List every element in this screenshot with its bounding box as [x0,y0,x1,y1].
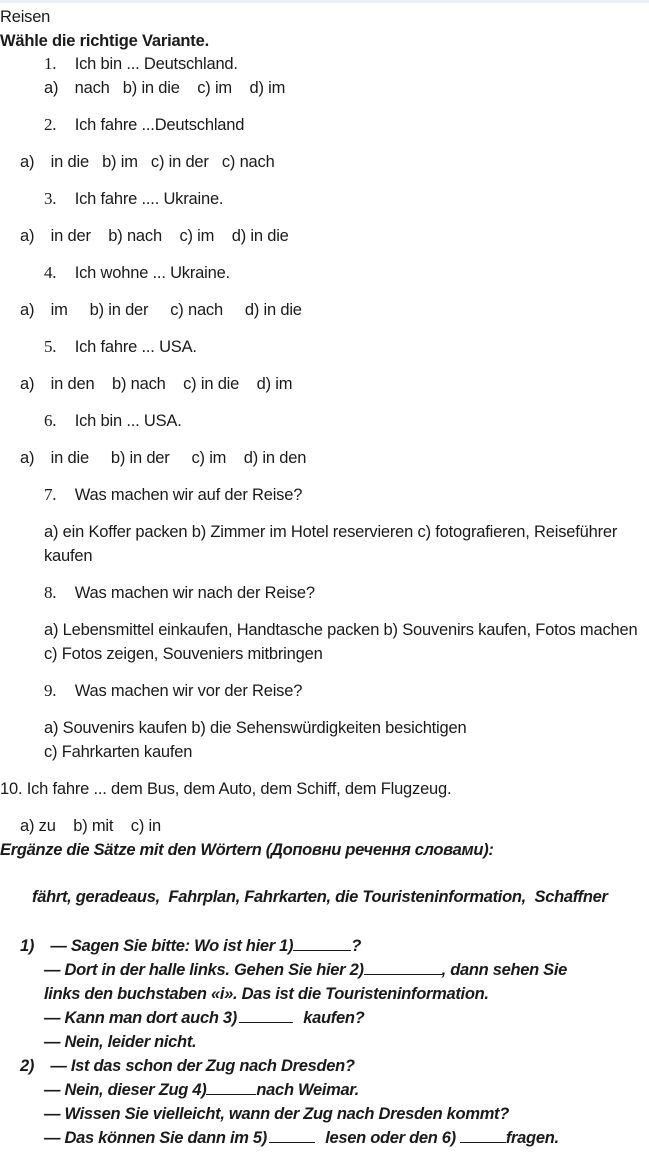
options-6 [20,448,306,468]
options-8-cont: c) Fotos zeigen, Souveniers mitbringen [44,645,323,663]
options-text: in die b) im c) in der c) nach [50,153,275,171]
question-number: 2. [44,115,57,134]
word-bank: fährt, geradeaus, Fahrplan, Fahrkarten, die Touristeninformation, Schaffner [32,888,608,906]
blank-5[interactable] [269,1128,315,1143]
dialogue-text: lesen oder den 6) [325,1129,456,1147]
blank-2[interactable] [364,960,442,975]
exercise-2-heading: Ergänze die Sätze mit den Wörtern (Доповни речення словами): [0,841,494,859]
option-prefix: a) [20,375,35,393]
dialogue-number: 1) [20,937,35,955]
dialogue-2-line-1 [20,1056,355,1076]
question-number: 1. [44,54,57,73]
question-10 [0,779,451,799]
dialogue-text: , dann sehen Sie [441,961,568,979]
question-number: 10. [0,780,23,798]
options-1 [44,78,285,98]
top-divider [0,0,649,3]
question-number: 3. [44,189,57,208]
question-number: 7. [44,485,57,504]
dialogue-text: — Sagen Sie bitte: Wo ist hier 1) [50,937,294,955]
question-9 [44,681,302,701]
question-text: Was machen wir vor der Reise? [74,682,303,700]
dialogue-text: — Das können Sie dann im 5) [44,1129,267,1147]
dialogue-text: — Nein, dieser Zug 4) [44,1081,207,1099]
blank-6[interactable] [460,1128,506,1143]
question-5 [44,337,197,357]
options-text: in die b) in der c) im d) in den [50,449,307,467]
question-1 [44,54,238,74]
options-2 [20,152,275,172]
question-text: Ich wohne ... Ukraine. [74,264,230,282]
dialogue-2-line-4 [44,1128,559,1148]
question-7 [44,485,302,505]
question-4 [44,263,230,283]
options-8: a) Lebensmittel einkaufen, Handtasche packen b) Souvenirs kaufen, Fotos machen [44,621,638,639]
question-text: Ich bin ... USA. [74,412,182,430]
dialogue-text: — Dort in der halle links. Gehen Sie hier 2) [44,961,364,979]
options-7: a) ein Koffer packen b) Zimmer im Hotel reservieren c) fotografieren, Reiseführer [44,523,618,541]
dialogue-1-line-5: — Nein, leider nicht. [44,1033,197,1051]
options-10: a) zu b) mit c) in [20,817,161,835]
dialogue-number: 2) [20,1057,35,1075]
dialogue-text: — Ist das schon der Zug nach Dresden? [50,1057,355,1075]
question-3 [44,189,223,209]
dialogue-1-line-2 [44,960,567,980]
question-number: 9. [44,681,57,700]
dialogue-text: nach Weimar. [256,1081,359,1099]
question-text: Ich fahre .... Ukraine. [74,190,224,208]
question-number: 6. [44,411,57,430]
blank-3[interactable] [239,1008,293,1023]
blank-4[interactable] [206,1080,256,1095]
dialogue-1-line-3: links den buchstaben «i». Das ist die Touristeninformation. [44,985,489,1003]
instruction-text: Wähle die richtige Variante. [0,32,209,50]
options-9-cont: c) Fahrkarten kaufen [44,743,193,761]
dialogue-text: ? [351,937,361,955]
option-prefix: a) [20,153,35,171]
options-7-cont: kaufen [44,547,93,565]
dialogue-text: — Kann man dort auch 3) [44,1009,237,1027]
options-text: nach b) in die c) im d) im [74,79,286,97]
question-number: 5. [44,337,57,356]
dialogue-2-line-2 [44,1080,359,1100]
blank-1[interactable] [293,936,351,951]
option-prefix: a) [20,449,35,467]
option-prefix: a) [44,79,59,97]
dialogue-1-line-4 [44,1008,364,1028]
dialogue-text: fragen. [505,1129,559,1147]
question-text: Ich fahre ...Deutschland [74,116,245,134]
question-text: Was machen wir auf der Reise? [74,486,303,504]
question-text: Was machen wir nach der Reise? [74,584,315,602]
option-prefix: a) [20,301,35,319]
question-6 [44,411,182,431]
option-prefix: a) [20,227,35,245]
dialogue-1-line-1 [20,936,361,956]
question-text: Ich bin ... Deutschland. [74,55,238,73]
dialogue-text: kaufen? [303,1009,365,1027]
options-text: im b) in der c) nach d) in die [50,301,302,319]
question-number: 4. [44,263,57,282]
question-8 [44,583,315,603]
options-4 [20,300,302,320]
options-text: in der b) nach c) im d) in die [50,227,289,245]
options-3 [20,226,289,246]
dialogue-2-line-3: — Wissen Sie vielleicht, wann der Zug nach Dresden kommt? [44,1105,510,1123]
options-5 [20,374,292,394]
question-text: Ich fahre ... dem Bus, dem Auto, dem Schiff, dem Flugzeug. [26,780,452,798]
question-text: Ich fahre ... USA. [74,338,197,356]
options-text: in den b) nach c) in die d) im [50,375,293,393]
options-9: a) Souvenirs kaufen b) die Sehenswürdigkeiten besichtigen [44,719,467,737]
page-title: Reisen [0,8,51,26]
question-number: 8. [44,583,57,602]
question-2 [44,115,244,135]
